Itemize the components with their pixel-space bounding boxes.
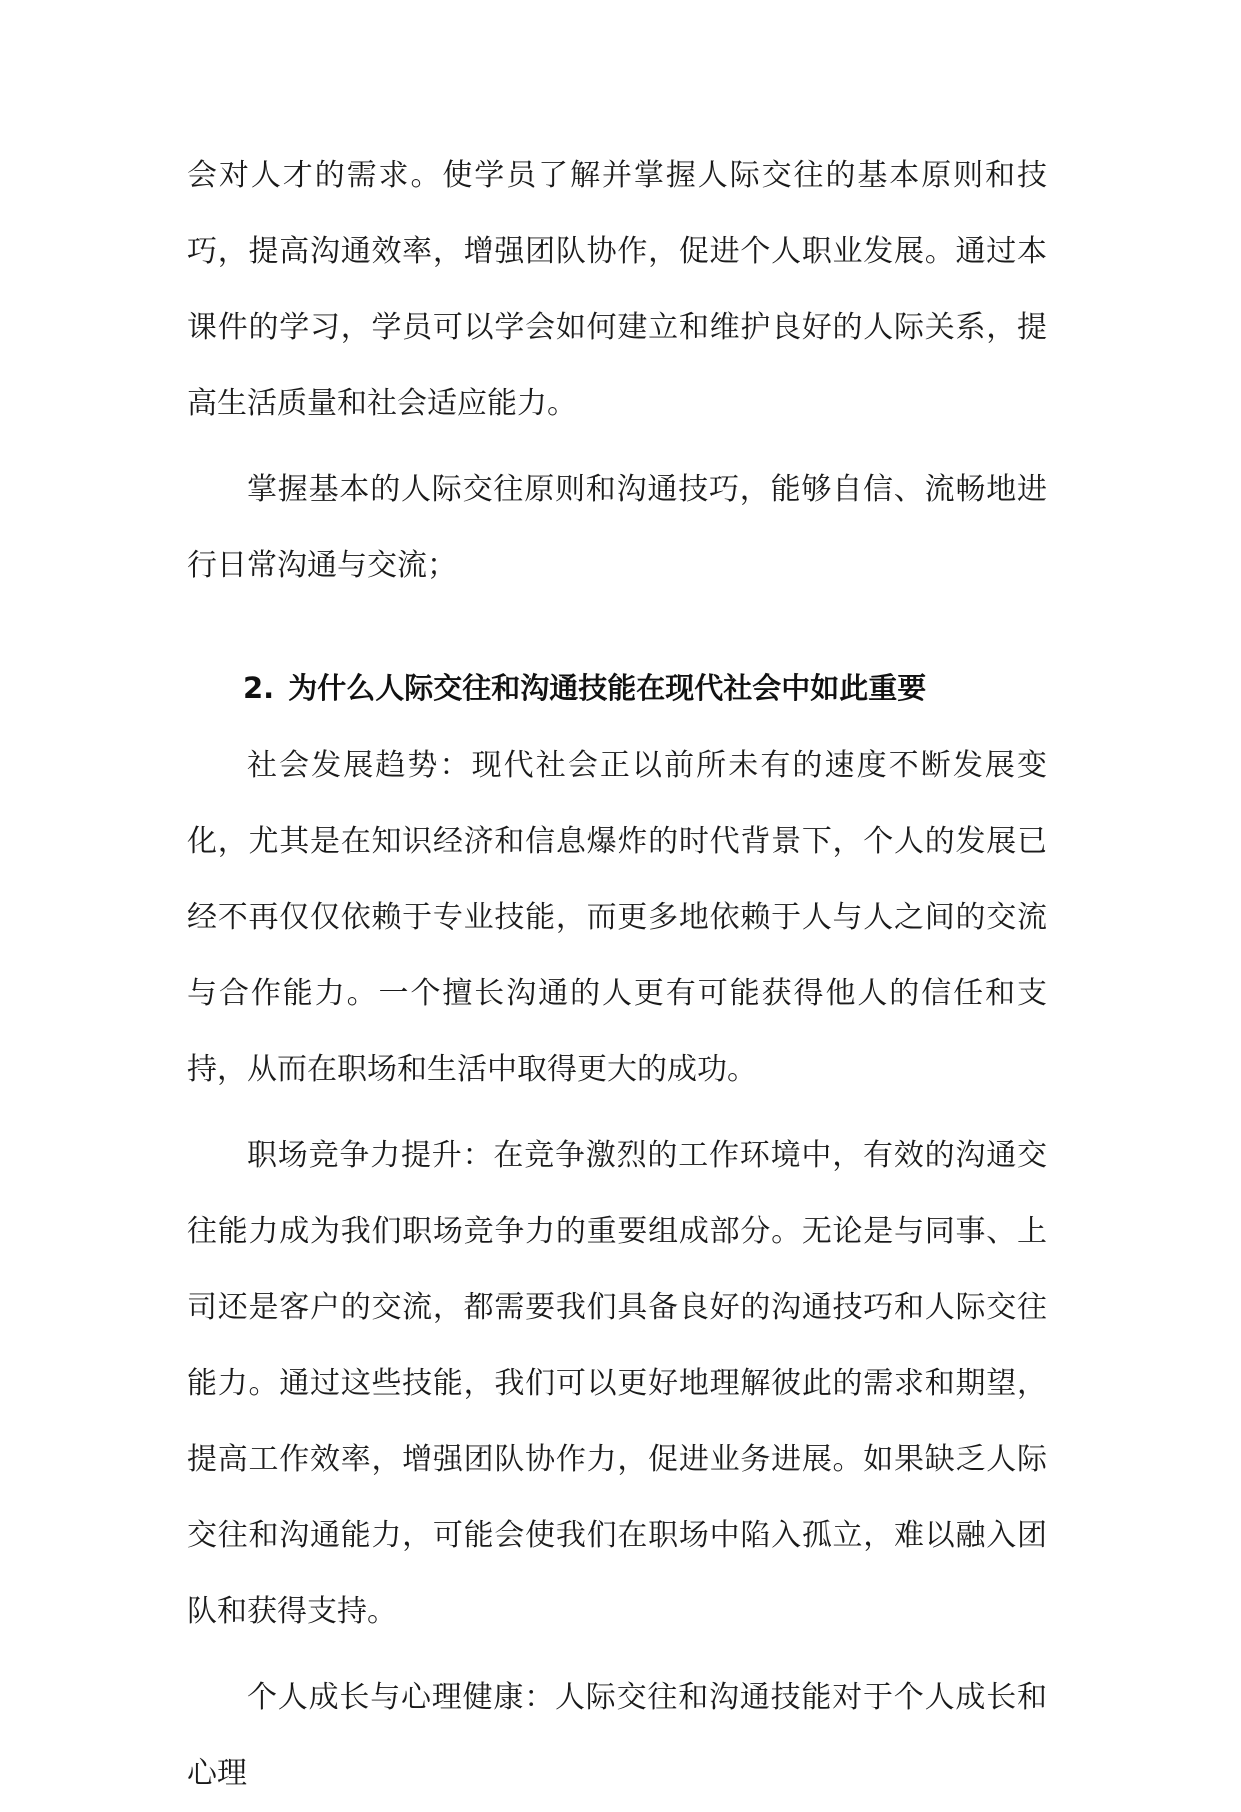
paragraph-personal-growth: 个人成长与心理健康：人际交往和沟通技能对于个人成长和心理 [187, 1680, 1047, 1791]
paragraph-social-trends: 社会发展趋势：现代社会正以前所未有的速度不断发展变化，尤其是在知识经济和信息爆炸的时代背景下，个人的发展已经不再仅仅依赖于专业技能，而更多地依赖于人与人之间的交流与合作能力。一个擅长沟通的人更有可能获得他人的信任和支持，从而在职场和生活中取得更大的成功。 [187, 748, 1047, 1087]
paragraph-objective: 掌握基本的人际交往原则和沟通技巧，能够自信、流畅地进行日常沟通与交流； [187, 472, 1047, 583]
paragraph-career-competitiveness: 职场竞争力提升：在竞争激烈的工作环境中，有效的沟通交往能力成为我们职场竞争力的重要组成部分。无论是与同事、上司还是客户的交流，都需要我们具备良好的沟通技巧和人际交往能力。通过这些技能，我们可以更好地理解彼此的需求和期望，提高工作效率，增强团队协作力，促进业务进展。如果缺乏人际交往和沟通能力，可能会使我们在职场中陷入孤立，难以融入团队和获得支持。 [187, 1138, 1047, 1629]
section-heading [187, 650, 1047, 726]
document-body [187, 138, 1047, 1812]
section-title: 为什么人际交往和沟通技能在现代社会中如此重要 [288, 671, 927, 705]
section-number: 2. [243, 671, 275, 705]
paragraph-continuation: 会对人才的需求。使学员了解并掌握人际交往的基本原则和技巧，提高沟通效率，增强团队协作，促进个人职业发展。通过本课件的学习，学员可以学会如何建立和维护良好的人际关系，提高生活质量和社会适应能力。 [187, 158, 1047, 421]
